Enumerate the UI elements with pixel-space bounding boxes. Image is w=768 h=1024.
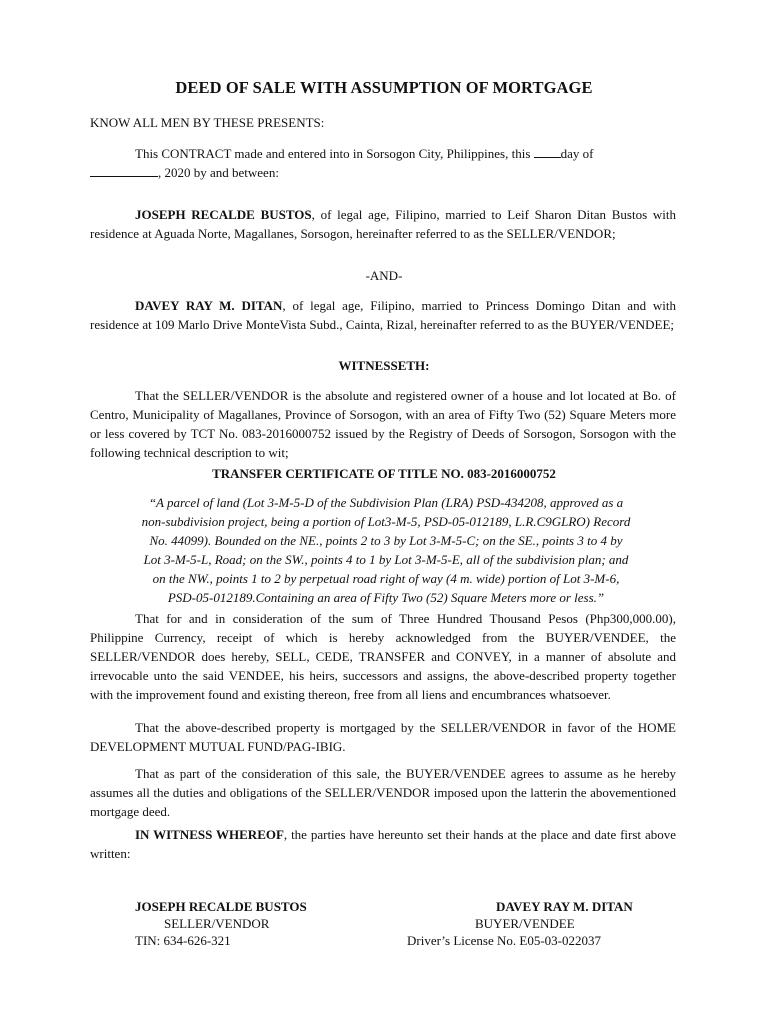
witness-whereof: IN WITNESS WHEREOF <box>135 827 284 842</box>
and-separator: -AND- <box>365 268 403 283</box>
buyer-name: DAVEY RAY M. DITAN <box>135 298 283 313</box>
seller-name: JOSEPH RECALDE BUSTOS <box>135 207 312 222</box>
buyer-signatory-license: Driver’s License No. E05-03-022037 <box>407 933 601 948</box>
contract-paragraph: This CONTRACT made and entered into in Sorsogon City, Philippines, this day of , 2020 by and between: <box>90 144 676 182</box>
buyer-signature-block <box>407 898 667 949</box>
seller-paragraph: JOSEPH RECALDE BUSTOS, of legal age, Filipino, married to Leif Sharon Ditan Bustos with residence at Aguada Norte, Magallanes, Sorsogon, hereinafter referred to as the SELLER/VENDOR; <box>90 207 676 241</box>
buyer-signatory-name: DAVEY RAY M. DITAN <box>496 899 633 914</box>
day-blank <box>534 146 561 158</box>
seller-signatory-role: SELLER/VENDOR <box>164 916 270 931</box>
know-all-line: KNOW ALL MEN BY THESE PRESENTS: <box>90 115 325 130</box>
tct-heading: TRANSFER CERTIFICATE OF TITLE NO. 083-2016000752 <box>212 466 556 481</box>
buyer-paragraph: DAVEY RAY M. DITAN, of legal age, Filipino, married to Princess Domingo Ditan and with residence at 109 Marlo Drive MonteVista Subd., Cainta, Rizal, hereinafter referred to as the BUYER/VENDEE; <box>90 298 676 332</box>
seller-signatory-tin: TIN: 634-626-321 <box>135 933 231 948</box>
mortgage-paragraph: That the above-described property is mortgaged by the SELLER/VENDOR in favor of the HOME DEVELOPMENT MUTUAL FUND/PAG-IBIG. <box>90 720 676 754</box>
witness-paragraph: IN WITNESS WHEREOF, the parties have hereunto set their hands at the place and date first above written: <box>90 827 676 861</box>
month-blank <box>90 165 158 177</box>
ownership-paragraph: That the SELLER/VENDOR is the absolute and registered owner of a house and lot located at Bo. of Centro, Municipality of Magallanes, Province of Sorsogon, with an area of Fifty Two (52) Square Meters more or less covered by TCT No. 083-2016000752 issued by the Registry of Deeds of Sorsogon, Sorsogon with the following technical description to wit; <box>90 388 676 460</box>
assumption-paragraph: That as part of the consideration of this sale, the BUYER/VENDEE agrees to assume as he hereby assumes all the duties and obligations of the SELLER/VENDOR imposed upon the latterin the abovementioned mortgage deed. <box>90 766 676 819</box>
technical-description: “A parcel of land (Lot 3-M-5-D of the Subdivision Plan (LRA) PSD-434208, approved as a non-subdivision project, being a portion of Lot3-M-5, PSD-05-012189, L.R.C9GLRO) Record No. 44099). Bounded on the NE., points 2 to 3 by Lot 3-M-5-C; on the SE., points 3 to 4 by Lot 3-M-5-L, Road; on the SW., points 4 to 1 by Lot 3-M-5-E, all of the subdivision plan; and on the NW., points 1 to 2 by perpetual road right of way (4 m. wide) portion of Lot 3-M-6, PSD-05-012189.Containing an area of Fifty Two (52) Square Meters more or less.” <box>141 495 631 605</box>
document-title: DEED OF SALE WITH ASSUMPTION OF MORTGAGE <box>175 78 593 97</box>
witnesseth-heading: WITNESSETH: <box>338 358 430 373</box>
seller-signatory-name: JOSEPH RECALDE BUSTOS <box>135 899 307 914</box>
buyer-signatory-role: BUYER/VENDEE <box>475 916 575 931</box>
seller-signature-block <box>135 898 307 949</box>
consideration-paragraph: That for and in consideration of the sum of Three Hundred Thousand Pesos (Php300,000.00), Philippine Currency, receipt of which is hereby acknowledged from the BUYER/VENDEE, the SELLER/VENDOR does hereby, SELL, CEDE, TRANSFER and CONVEY, in a manner of absolute and irrevocable unto the said VENDEE, his heirs, successors and assigns, the above-described property together with the improvement found and existing thereon, free from all liens and encumbrances whatsoever. <box>90 611 676 702</box>
